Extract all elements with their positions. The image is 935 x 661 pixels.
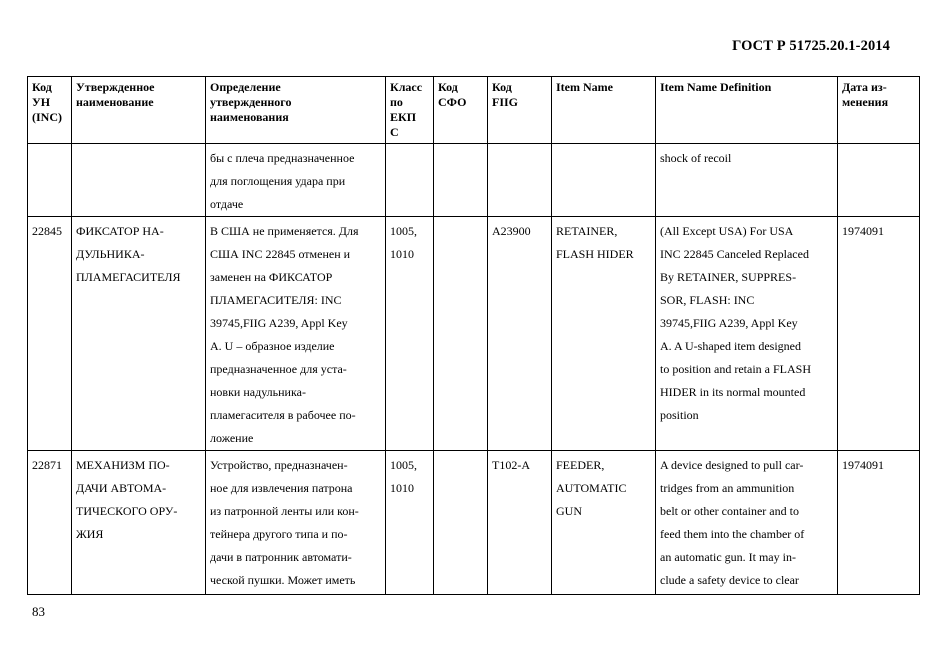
cell-line: США INC 22845 отменен и bbox=[210, 247, 351, 261]
cell-line: ПЛАМЕГАСИТЕЛЯ: INC bbox=[210, 293, 342, 307]
cell-inc bbox=[28, 144, 72, 217]
cell-inc bbox=[28, 217, 72, 451]
cell-inc bbox=[28, 451, 72, 595]
cell-item-name bbox=[552, 144, 656, 217]
cell-line: ное для извлечения патрона bbox=[210, 481, 353, 495]
cell-line: feed them into the chamber of bbox=[660, 527, 805, 541]
cell-line: ЖИЯ bbox=[76, 527, 104, 541]
cell-line: tridges from an ammunition bbox=[660, 481, 795, 495]
header-line: С bbox=[390, 125, 399, 139]
header-line: (INC) bbox=[32, 110, 62, 124]
cell-line: МЕХАНИЗМ ПО- bbox=[76, 458, 170, 472]
catalog-table bbox=[27, 76, 920, 595]
cell-approved-name bbox=[72, 451, 206, 595]
cell-line: ФИКСАТОР НА- bbox=[76, 224, 164, 238]
header-line: ЕКП bbox=[390, 110, 417, 124]
header-line: Утвержденное bbox=[76, 80, 155, 94]
cell-line: дачи в патронник автомати- bbox=[210, 550, 352, 564]
cell-fiig bbox=[488, 217, 552, 451]
header-line: Код bbox=[438, 80, 458, 94]
cell-line: SOR, FLASH: INC bbox=[660, 293, 755, 307]
cell-item-name bbox=[552, 217, 656, 451]
cell-line: to position and retain a FLASH bbox=[660, 362, 811, 376]
header-line: утвержденного bbox=[210, 95, 292, 109]
cell-item-def bbox=[656, 217, 838, 451]
header-item-name bbox=[552, 77, 656, 144]
cell-line: ческой пушки. Может иметь bbox=[210, 573, 356, 587]
cell-line: 22871 bbox=[32, 458, 62, 472]
cell-line: ДУЛЬНИКА- bbox=[76, 247, 145, 261]
cell-line: GUN bbox=[556, 504, 582, 518]
cell-item-def bbox=[656, 451, 838, 595]
cell-line: A. A U-shaped item designed bbox=[660, 339, 801, 353]
cell-sfo bbox=[434, 451, 488, 595]
cell-sfo bbox=[434, 217, 488, 451]
cell-definition bbox=[206, 217, 386, 451]
cell-class bbox=[386, 451, 434, 595]
header-fiig bbox=[488, 77, 552, 144]
header-line: Item Name Definition bbox=[660, 80, 772, 94]
cell-line: ДАЧИ АВТОМА- bbox=[76, 481, 167, 495]
header-date bbox=[838, 77, 920, 144]
cell-line: Устройство, предназначен- bbox=[210, 458, 348, 472]
cell-line: A device designed to pull car- bbox=[660, 458, 804, 472]
header-item-def bbox=[656, 77, 838, 144]
cell-definition bbox=[206, 451, 386, 595]
cell-line: RETAINER, bbox=[556, 224, 618, 238]
cell-line: ТИЧЕСКОГО ОРУ- bbox=[76, 504, 178, 518]
cell-line: INC 22845 Canceled Replaced bbox=[660, 247, 809, 261]
page-number: 83 bbox=[32, 604, 45, 619]
cell-line: 1010 bbox=[390, 247, 414, 261]
cell-line: предназначенное для уста- bbox=[210, 362, 347, 376]
table-header-row bbox=[28, 77, 920, 144]
cell-line: T102-A bbox=[492, 458, 530, 472]
cell-approved-name bbox=[72, 217, 206, 451]
cell-line: position bbox=[660, 408, 699, 422]
cell-line: FLASH HIDER bbox=[556, 247, 634, 261]
cell-line: HIDER in its normal mounted bbox=[660, 385, 806, 399]
cell-item-name bbox=[552, 451, 656, 595]
cell-line: A23900 bbox=[492, 224, 531, 238]
cell-line: an automatic gun. It may in- bbox=[660, 550, 796, 564]
header-line: FIIG bbox=[492, 95, 519, 109]
header-line: Код bbox=[32, 80, 52, 94]
header-line: Item Name bbox=[556, 80, 613, 94]
cell-line: пламегасителя в рабочее по- bbox=[210, 408, 356, 422]
standard-designation: ГОСТ Р 51725.20.1-2014 bbox=[732, 38, 890, 54]
cell-line: тейнера другого типа и по- bbox=[210, 527, 348, 541]
cell-sfo bbox=[434, 144, 488, 217]
header-line: Определение bbox=[210, 80, 281, 94]
header-line: Класс bbox=[390, 80, 423, 94]
cell-line: 1974091 bbox=[842, 224, 884, 238]
cell-line: shock of recoil bbox=[660, 151, 732, 165]
cell-date bbox=[838, 217, 920, 451]
header-class bbox=[386, 77, 434, 144]
cell-item-def bbox=[656, 144, 838, 217]
header-line: Дата из- bbox=[842, 80, 887, 94]
cell-line: отдаче bbox=[210, 197, 244, 211]
cell-line: 39745,FIIG A239, Appl Key bbox=[660, 316, 798, 330]
cell-line: для поглощения удара при bbox=[210, 174, 346, 188]
cell-line: 1005, bbox=[390, 224, 417, 238]
cell-line: A. U – образное изделие bbox=[210, 339, 335, 353]
cell-line: ПЛАМЕГАСИТЕЛЯ bbox=[76, 270, 181, 284]
cell-line: 1974091 bbox=[842, 458, 884, 472]
header-approved-name bbox=[72, 77, 206, 144]
cell-line: belt or other container and to bbox=[660, 504, 799, 518]
header-line: по bbox=[390, 95, 403, 109]
cell-line: By RETAINER, SUPPRES- bbox=[660, 270, 797, 284]
cell-class bbox=[386, 217, 434, 451]
cell-class bbox=[386, 144, 434, 217]
cell-line: бы с плеча предназначенное bbox=[210, 151, 355, 165]
cell-line: ложение bbox=[210, 431, 254, 445]
table-row bbox=[28, 217, 920, 451]
header-line: УН bbox=[32, 95, 51, 109]
cell-line: новки надульника- bbox=[210, 385, 306, 399]
cell-line: (All Except USA) For USA bbox=[660, 224, 794, 238]
cell-line: FEEDER, bbox=[556, 458, 605, 472]
header-line: Код bbox=[492, 80, 512, 94]
header-line: СФО bbox=[438, 95, 467, 109]
table-row bbox=[28, 451, 920, 595]
cell-line: clude a safety device to clear bbox=[660, 573, 799, 587]
cell-fiig bbox=[488, 451, 552, 595]
cell-approved-name bbox=[72, 144, 206, 217]
header-definition bbox=[206, 77, 386, 144]
table-row bbox=[28, 144, 920, 217]
header-inc bbox=[28, 77, 72, 144]
cell-date bbox=[838, 451, 920, 595]
header-line: наименования bbox=[210, 110, 289, 124]
header-sfo bbox=[434, 77, 488, 144]
header-line: менения bbox=[842, 95, 889, 109]
cell-definition bbox=[206, 144, 386, 217]
cell-fiig bbox=[488, 144, 552, 217]
cell-line: 1010 bbox=[390, 481, 414, 495]
cell-line: заменен на ФИКСАТОР bbox=[210, 270, 333, 284]
cell-line: 22845 bbox=[32, 224, 62, 238]
cell-line: 1005, bbox=[390, 458, 417, 472]
header-line: наименование bbox=[76, 95, 154, 109]
cell-line: из патронной ленты или кон- bbox=[210, 504, 359, 518]
cell-line: 39745,FIIG A239, Appl Key bbox=[210, 316, 348, 330]
cell-date bbox=[838, 144, 920, 217]
cell-line: AUTOMATIC bbox=[556, 481, 627, 495]
cell-line: В США не применяется. Для bbox=[210, 224, 359, 238]
